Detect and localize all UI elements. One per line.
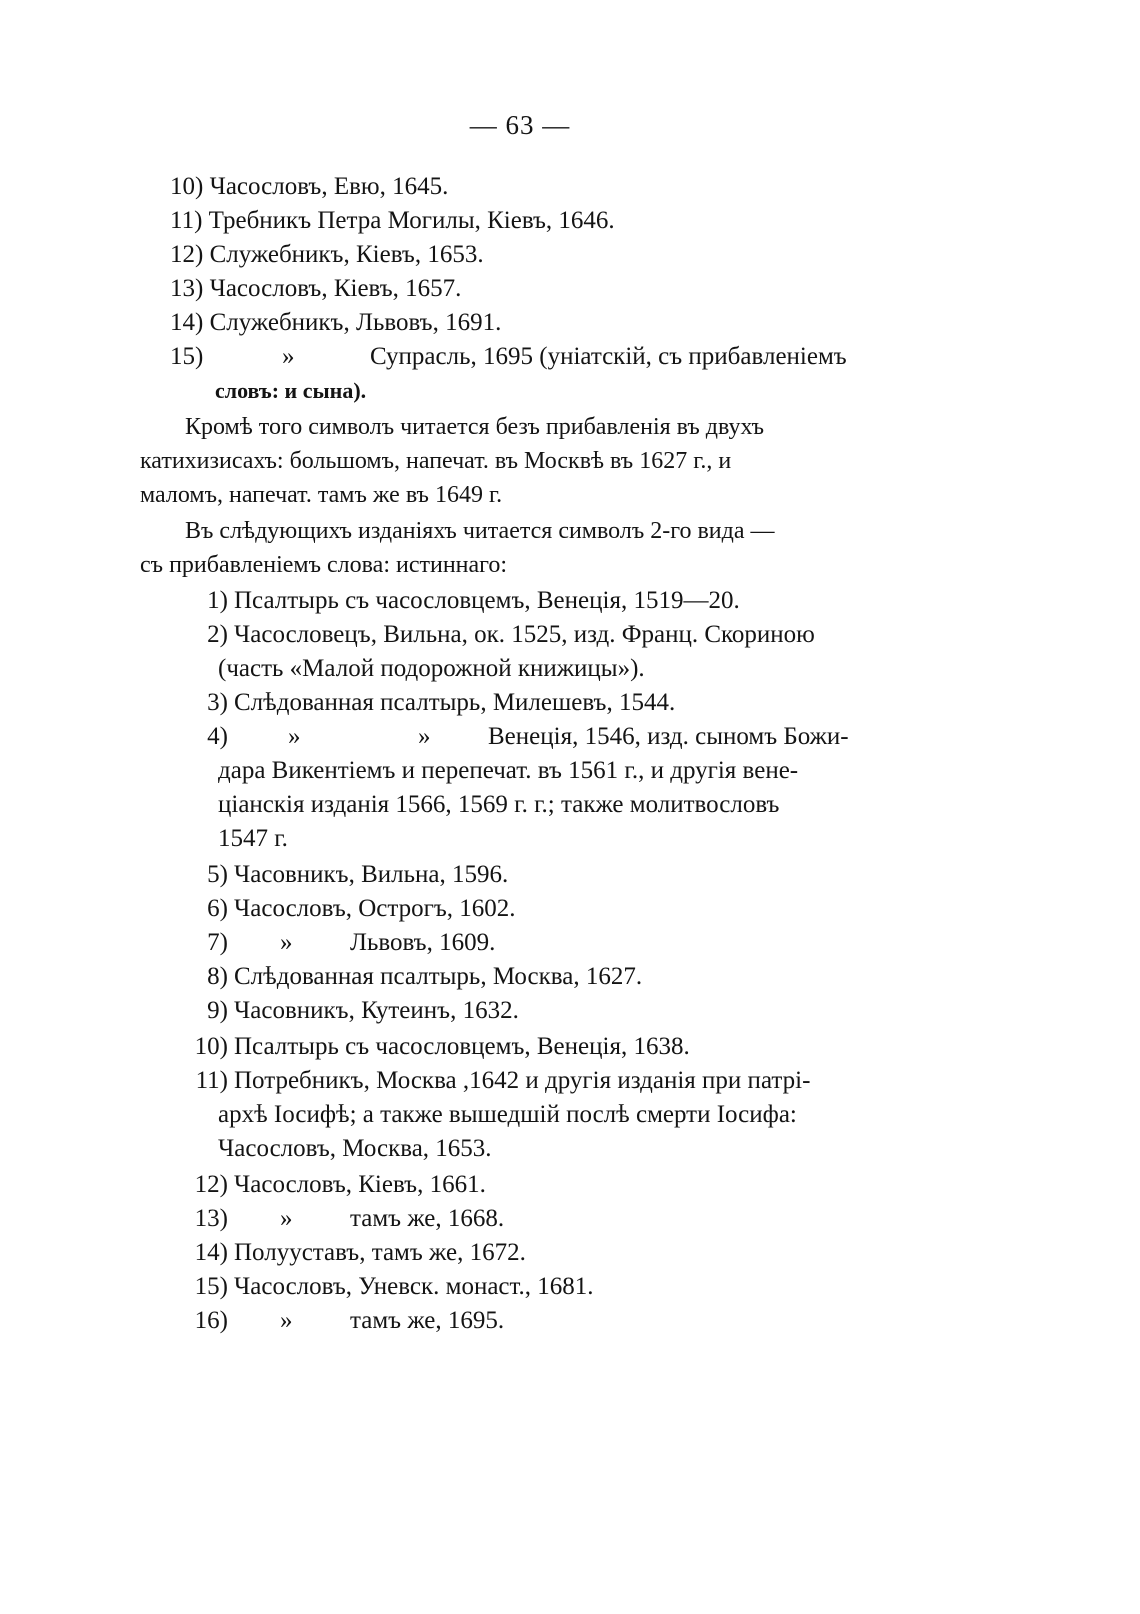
item-number: 2) — [207, 621, 228, 648]
item-text: Требникъ Петра Могилы, Кіевъ, 1646. — [208, 207, 615, 234]
item-text: Часословъ, Кіевъ, 1661. — [234, 1171, 486, 1198]
paragraph-line: съ прибавленіемъ слова: истиннаго: — [140, 552, 508, 578]
paragraph-line: Въ слѣдующихъ изданіяхъ читается символъ 2-го вида — — [185, 518, 775, 544]
ditto-mark: » — [280, 1307, 293, 1334]
item-number: 12) — [194, 1171, 228, 1198]
item-number: 12) — [170, 241, 204, 268]
list-item — [180, 720, 849, 754]
list-item — [180, 1270, 594, 1304]
item-text: Полууставъ, тамъ же, 1672. — [234, 1239, 526, 1266]
list-item — [170, 306, 501, 340]
item-text: Часословъ, Острогъ, 1602. — [234, 895, 516, 922]
list-item — [170, 204, 615, 238]
item-number: 1) — [207, 587, 228, 614]
item-text: Супрасль, 1695 (уніатскій, съ прибавленіемъ — [370, 343, 847, 370]
list-item — [170, 340, 847, 374]
list-item — [180, 926, 496, 960]
item-text: Часословъ, Евю, 1645. — [209, 173, 449, 200]
list-item — [180, 1064, 810, 1098]
list-item — [170, 272, 461, 306]
list-item — [180, 994, 519, 1028]
list-item-continuation: (часть «Малой подорожной книжицы»). — [218, 655, 645, 682]
list-item-continuation: словъ: и сына). — [215, 378, 367, 403]
list-item-continuation: 1547 г. — [218, 825, 288, 852]
item-number: 8) — [207, 963, 228, 990]
item-text: Слѣдованная псалтырь, Милешевъ, 1544. — [234, 689, 676, 716]
item-text: Часословъ, Уневск. монаст., 1681. — [234, 1273, 594, 1300]
paragraph-line: маломъ, напечат. тамъ же въ 1649 г. — [140, 482, 503, 508]
list-item — [180, 1236, 526, 1270]
list-item — [170, 238, 484, 272]
item-number: 9) — [207, 997, 228, 1024]
list-item — [180, 892, 516, 926]
item-number: 16) — [194, 1307, 228, 1334]
item-text: Часословецъ, Вильна, ок. 1525, изд. Франц. Скориною — [234, 621, 815, 648]
item-number: 10) — [170, 173, 204, 200]
ditto-mark: » — [280, 1205, 293, 1232]
item-text: тамъ же, 1668. — [350, 1205, 505, 1232]
list-item-continuation: дара Викентіемъ и перепечат. въ 1561 г., и другія вене- — [218, 757, 799, 784]
item-text: Служебникъ, Кіевъ, 1653. — [209, 241, 484, 268]
item-number: 13) — [194, 1205, 228, 1232]
item-text: Часовникъ, Вильна, 1596. — [234, 861, 509, 888]
list-item — [170, 170, 448, 204]
list-item — [180, 858, 508, 892]
list-item-continuation: архѣ Іосифѣ; а также вышедшій послѣ смерти Іосифа: — [218, 1101, 797, 1128]
item-number: 3) — [207, 689, 228, 716]
item-number: 15) — [170, 343, 204, 370]
ditto-mark: » — [418, 723, 431, 750]
list-item — [180, 686, 675, 720]
item-text: Часословъ, Кіевъ, 1657. — [209, 275, 462, 302]
item-number: 5) — [207, 861, 228, 888]
list-item — [180, 960, 642, 994]
item-text: Псалтырь съ часословцемъ, Венеція, 1519—20. — [234, 587, 740, 614]
item-text: Потребникъ, Москва ,1642 и другія изданія при патрі- — [234, 1067, 811, 1094]
item-number: 13) — [170, 275, 204, 302]
ditto-mark: » — [288, 723, 301, 750]
list-item-continuation: ціанскія изданія 1566, 1569 г. г.; также молитвословъ — [218, 791, 780, 818]
item-number: 7) — [207, 929, 228, 956]
item-text: Служебникъ, Львовъ, 1691. — [209, 309, 502, 336]
list-item — [180, 1168, 486, 1202]
item-number: 14) — [194, 1239, 228, 1266]
list-item — [180, 1304, 505, 1338]
list-item — [180, 1202, 505, 1236]
item-text: Псалтырь съ часословцемъ, Венеція, 1638. — [234, 1033, 690, 1060]
list-item-continuation: Часословъ, Москва, 1653. — [218, 1135, 492, 1162]
item-number: 15) — [194, 1273, 228, 1300]
paragraph-line: Кромѣ того символъ читается безъ прибавленія въ двухъ — [185, 414, 765, 440]
item-text: Львовъ, 1609. — [350, 929, 496, 956]
item-number: 11) — [170, 207, 203, 234]
ditto-mark: » — [280, 929, 293, 956]
item-text: тамъ же, 1695. — [350, 1307, 505, 1334]
item-number: 4) — [207, 723, 228, 750]
item-text: Венеція, 1546, изд. сыномъ Божи- — [488, 723, 849, 750]
item-text: Слѣдованная псалтырь, Москва, 1627. — [234, 963, 643, 990]
list-item — [180, 1030, 690, 1064]
item-number: 6) — [207, 895, 228, 922]
page-number: — 63 — — [469, 110, 571, 140]
item-number: 14) — [170, 309, 204, 336]
item-number: 11) — [195, 1067, 228, 1094]
item-number: 10) — [194, 1033, 228, 1060]
list-item — [180, 584, 740, 618]
ditto-mark: » — [282, 343, 295, 370]
list-item — [180, 618, 815, 652]
item-text: Часовникъ, Кутеинъ, 1632. — [234, 997, 519, 1024]
paragraph-line: катихизисахъ: большомъ, напечат. въ Москвѣ въ 1627 г., и — [140, 448, 732, 474]
